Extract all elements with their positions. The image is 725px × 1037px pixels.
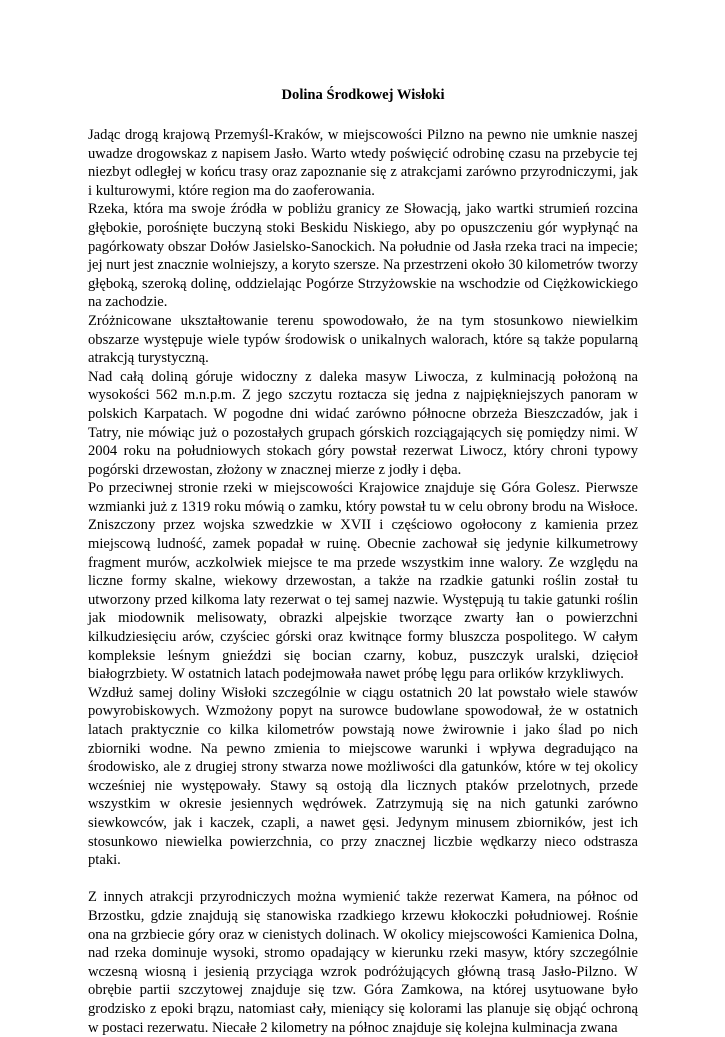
paragraph-spacer	[88, 870, 638, 889]
paragraph-liwocz: Nad całą doliną góruje widoczny z daleka masyw Liwocza, z kulminacją położoną na wysokości 562 m.n.p.m. Z jego szczytu roztacza się jedna z najpiękniejszych panoram w polskich Karpatach. W pogodne dni widać zarówno północne obrzeża Bieszczadów, jak i Tatry, nie mówiąc już o pozostałych grupach górskich rozciągających się pomiędzy nimi. W 2004 roku na południowych stokach góry powstał rezerwat Liwocz, który chroni typowy pogórski drzewostan, złożony w znacznej mierze z jodły i dęba.	[88, 368, 638, 478]
document-title: Dolina Środkowej Wisłoki	[281, 87, 445, 103]
paragraph-ponds: Wzdłuż samej doliny Wisłoki szczególnie w ciągu ostatnich 20 lat powstało wiele stawów powyrobiskowych. Wzmożony popyt na surowce budowlane spowodował, że w ostatnich latach praktycznie co kilka kilometrów powstają nowe żwirownie i jako ślad po nich zbiorniki wodne. Na pewno zmienia to miejscowe warunki i wpływa degradująco na środowisko, ale z drugiej strony stwarza nowe możliwości dla gatunków, które w tej okolicy wcześniej nie występowały. Stawy są ostoją dla licznych ptaków przelotnych, przede wszystkim w okresie jesiennych wędrówek. Zatrzymują się na nich gatunki zarówno siewkowców, jak i kaczek, czapli, a nawet gęsi. Jedynym minusem zbiorników, jest ich stosunkowo niewielka powierzchnia, co przy znacznej liczbie wędkarzy nieco odstrasza ptaki.	[88, 684, 638, 869]
document-page	[88, 86, 638, 1037]
paragraph-terrain: Zróżnicowane ukształtowanie terenu spowodowało, że na tym stosunkowo niewielkim obszarze występuje wiele typów środowisk o unikalnych walorach, które są także popularną atrakcją turystyczną.	[88, 312, 638, 367]
paragraph-kamera: Z innych atrakcji przyrodniczych można wymienić także rezerwat Kamera, na północ od Brzostku, gdzie znajdują się stanowiska rzadkiego krzewu kłokoczki południowej. Rośnie ona na grzbiecie góry oraz w cienistych dolinach. W okolicy miejscowości Kamienica Dolna, nad rzeka dominuje wysoki, stromo opadający w kierunku rzeki masyw, który szczególnie wczesną wiosną i jesienią przyciąga wzrok podróżujących główną trasą Jasło-Pilzno. W obrębie partii szczytowej znajduje się tzw. Góra Zamkowa, na której usytuowane było grodzisko z epoki brązu, natomiast cały, mieniący się kolorami las planuje się objąć ochroną w postaci rezerwatu. Niecałe 2 kilometry na północ znajduje się kolejna kulminacja zwana	[88, 889, 638, 1036]
paragraph-river: Rzeka, która ma swoje źródła w pobliżu granicy ze Słowacją, jako wartki strumień rozcina głębokie, porośnięte buczyną stoki Beskidu Niskiego, aby po opuszczeniu gór wypłynąć na pagórkowaty obszar Dołów Jasielsko-Sanockich. Na południe od Jasła rzeka traci na impecie; jej nurt jest znacznie wolniejszy, a koryto szersze. Na przestrzeni około 30 kilometrów tworzy głęboką, szeroką dolinę, oddzielając Pogórze Strzyżowskie na wschodzie od Ciężkowickiego na zachodzie.	[88, 201, 638, 311]
paragraph-golesz: Po przeciwnej stronie rzeki w miejscowości Krajowice znajduje się Góra Golesz. Pierwsze wzmianki już z 1319 roku mówią o zamku, który powstał tu w celu obrony brodu na Wisłoce. Zniszczony przez wojska szwedzkie w XVII i częściowo ogołocony z kamienia przez miejscową ludność, zamek popadał w ruinę. Obecnie zachował się jedynie kilkumetrowy fragment murów, aczkolwiek miejsce te ma przede wszystkim inne walory. Ze względu na liczne formy skalne, wiekowy drzewostan, a także na rzadkie gatunki roślin został tu utworzony przed kilkoma laty rezerwat o tej samej nazwie. Występują tu takie gatunki roślin jak miodownik melisowaty, obrazki alpejskie tworzące zwarty łan o powierzchni kilkudziesięciu arów, czyściec górski oraz kwitnące formy bluszcza pospolitego. W całym kompleksie leśnym gnieździ się bocian czarny, kobuz, puszczyk uralski, dzięcioł białogrzbiety. W ostatnich latach podejmowała nawet próbę lęgu para orlików krzykliwych.	[88, 480, 638, 683]
paragraph-intro: Jadąc drogą krajową Przemyśl-Kraków, w miejscowości Pilzno na pewno nie umknie naszej uwadze drogowskaz z napisem Jasło. Warto wtedy poświęcić odrobinę czasu na przebycie tej niezbyt odległej w końcu trasy oraz zapoznanie się z atrakcjami zarówno przyrodniczymi, jak i kulturowymi, które region ma do zaoferowania.	[88, 127, 638, 199]
